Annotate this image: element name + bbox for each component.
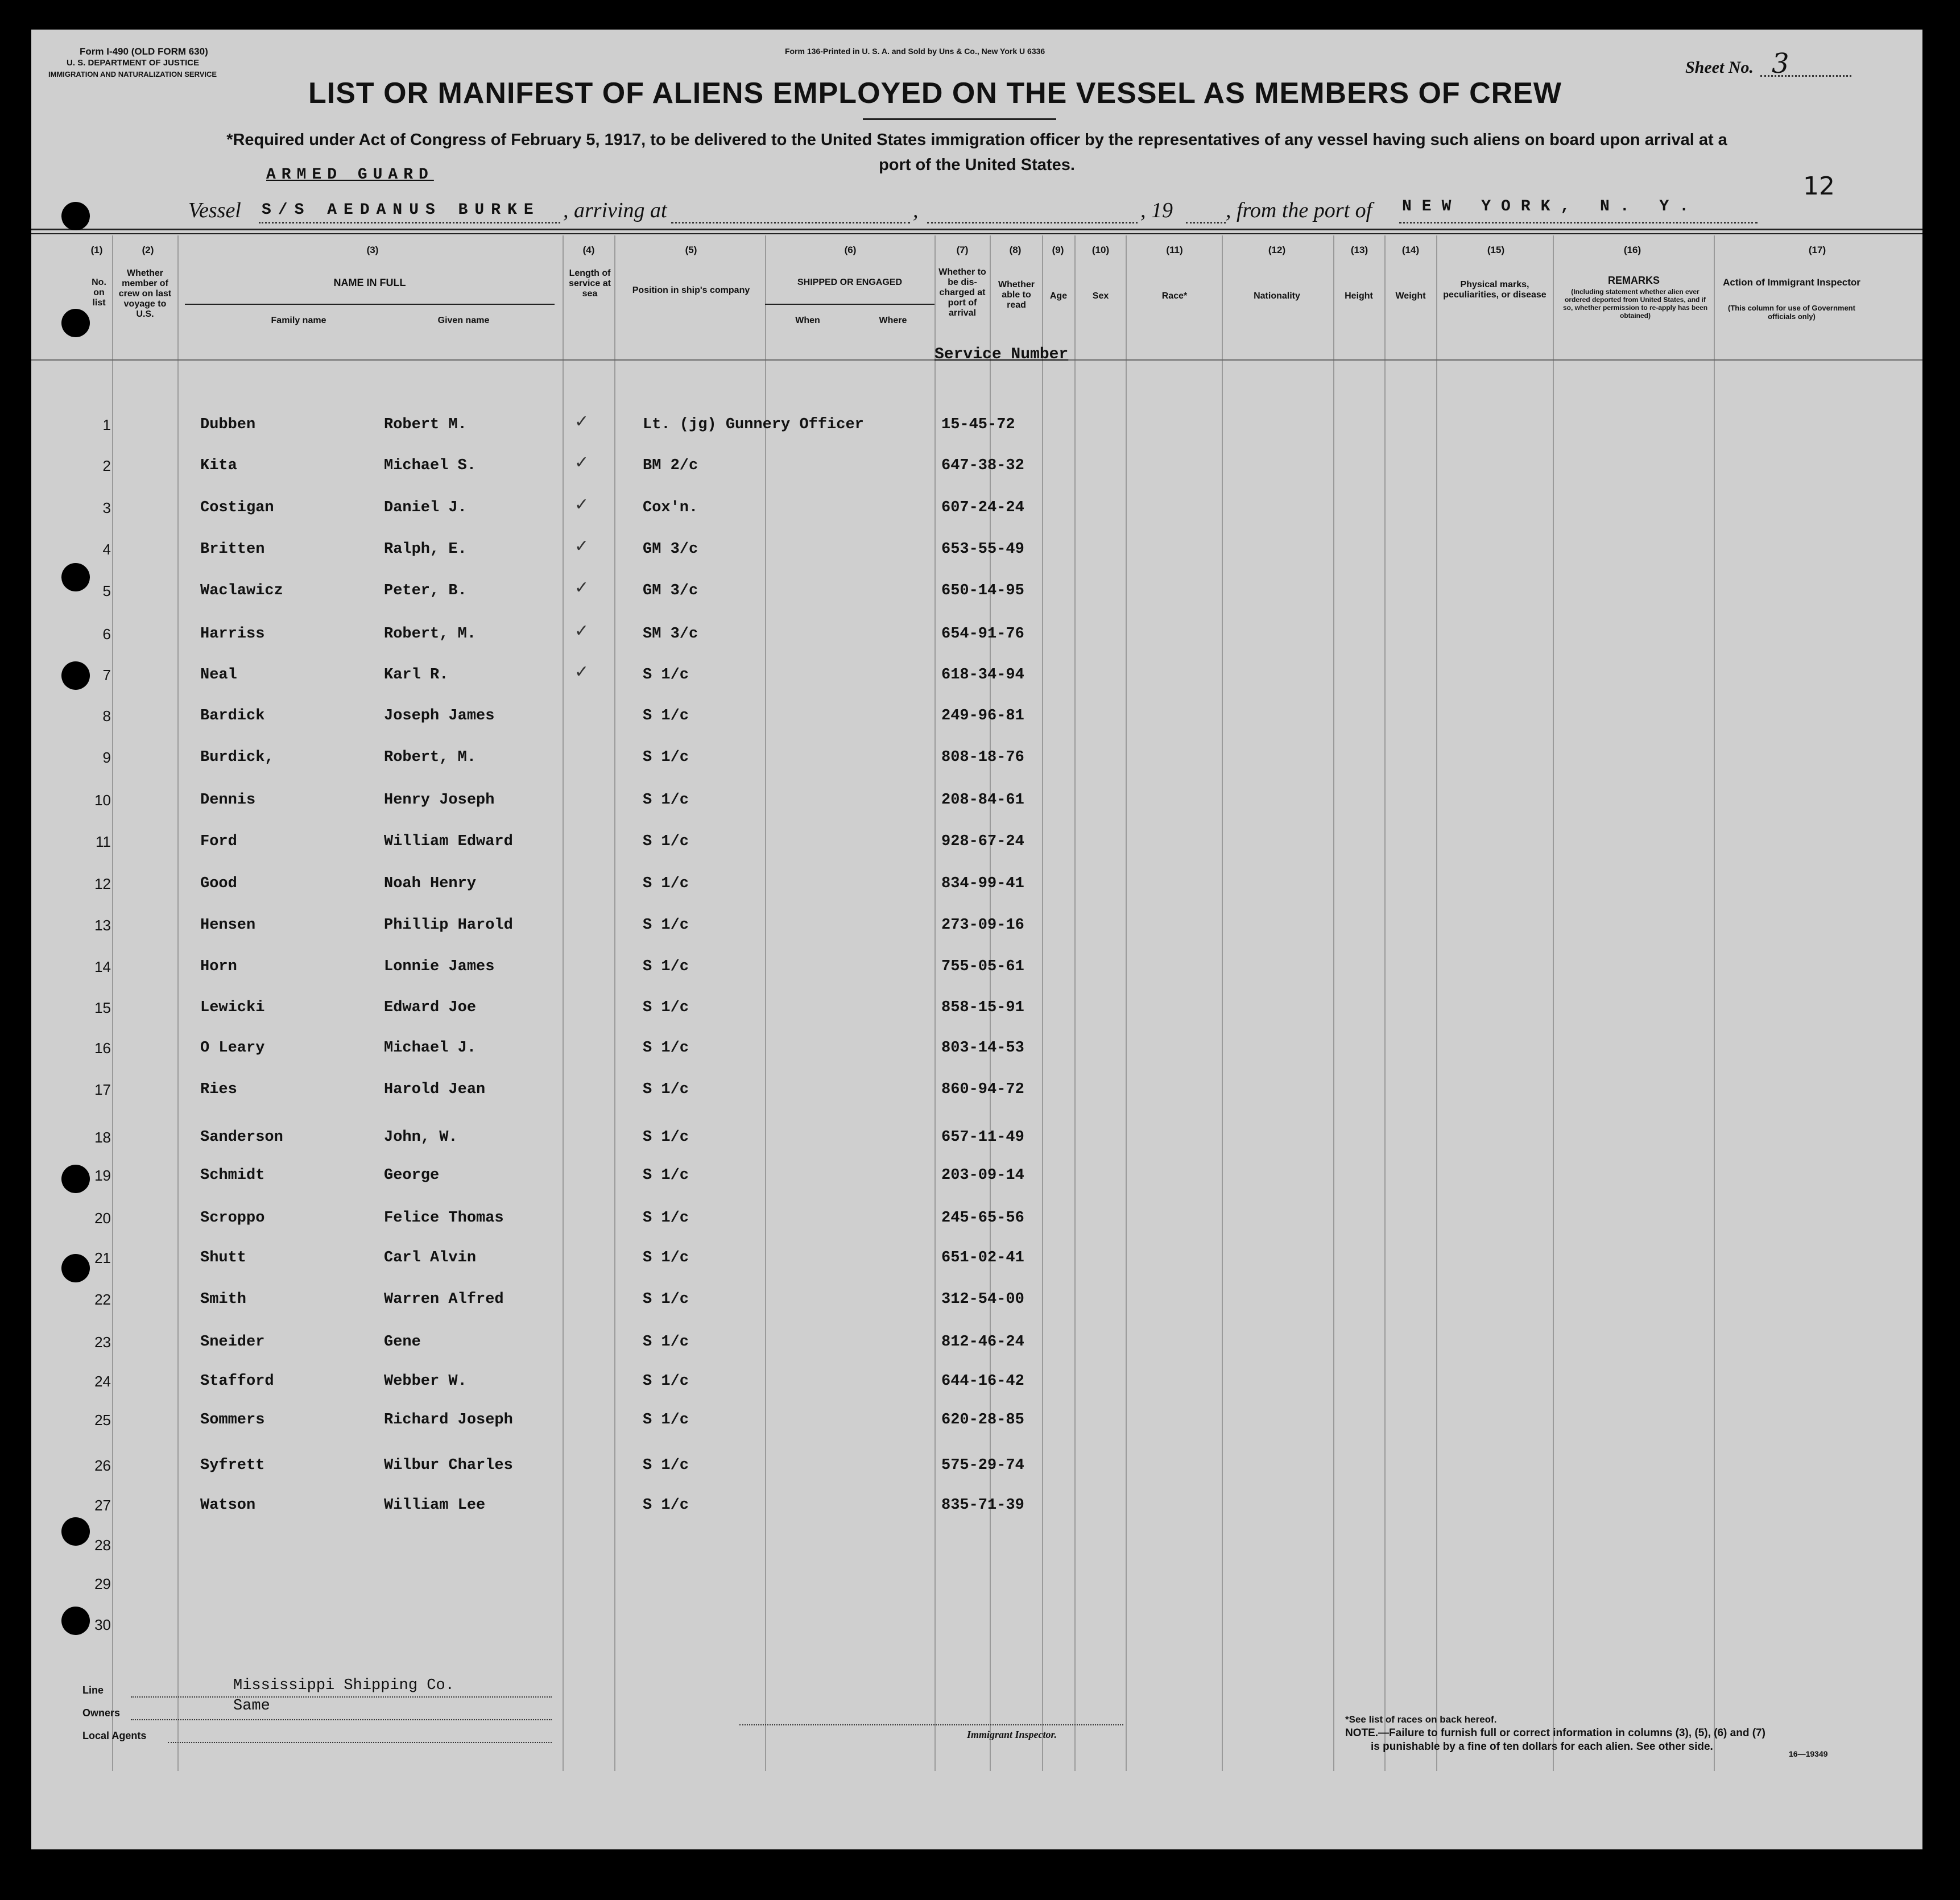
family-name: Harriss (200, 626, 265, 643)
colnum-8: (8) (1009, 245, 1022, 255)
given-name: Lonnie James (384, 958, 495, 975)
punch-hole (61, 1517, 90, 1546)
col-divider (1553, 235, 1554, 1771)
vessel-label: Vessel (188, 198, 241, 222)
colnum-2: (2) (142, 245, 154, 255)
given-name: Webber W. (384, 1373, 467, 1390)
service-number: 808-18-76 (941, 749, 1024, 766)
family-name: Ford (200, 833, 237, 850)
family-name: Neal (200, 667, 237, 684)
family-name: Bardick (200, 707, 265, 725)
punch-hole (61, 1165, 90, 1193)
family-name: Good (200, 875, 237, 892)
service-tick: ✓ (574, 536, 589, 556)
row-number: 25 (94, 1411, 111, 1429)
row-number: 20 (94, 1210, 111, 1227)
col-header-height: Height (1345, 291, 1373, 301)
row-number: 26 (94, 1457, 111, 1474)
agents-label: Local Agents (82, 1730, 147, 1741)
row-number: 7 (102, 667, 111, 684)
service-number: 618-34-94 (941, 667, 1024, 684)
given-name: Ralph, E. (384, 541, 467, 558)
col-divider (1074, 235, 1076, 1771)
family-name: Dubben (200, 416, 256, 433)
col-divider (934, 235, 936, 1771)
col-divider (1042, 235, 1043, 1771)
position: GM 3/c (643, 541, 698, 558)
position: S 1/c (643, 1249, 689, 1266)
col-header-discharged: Whether to be dis-charged at port of arrival (938, 267, 986, 318)
col-header-age: Age (1049, 291, 1068, 301)
service-number: 928-67-24 (941, 833, 1024, 850)
col-divider (1222, 235, 1223, 1771)
position: S 1/c (643, 958, 689, 975)
given-name: Peter, B. (384, 582, 467, 599)
punch-hole (61, 309, 90, 337)
col-divider (1333, 235, 1334, 1771)
row-number: 18 (94, 1129, 111, 1146)
family-name: Britten (200, 541, 265, 558)
service-tick: ✓ (574, 453, 589, 473)
port-name: NEW YORK, N. Y. (1402, 198, 1700, 216)
punch-hole (61, 1254, 90, 1282)
col-header-no: No. on list (92, 278, 106, 308)
given-name: Robert, M. (384, 749, 477, 766)
manifest-sheet (31, 30, 1922, 1849)
service-number: 273-09-16 (941, 917, 1024, 934)
given-name: Robert M. (384, 416, 467, 433)
form-id-line2: U. S. DEPARTMENT OF JUSTICE (67, 58, 200, 68)
header-rule-top (31, 229, 1922, 230)
form-id-line3: IMMIGRATION AND NATURALIZATION SERVICE (48, 70, 217, 78)
col-header-weight: Weight (1395, 291, 1426, 301)
service-tick: ✓ (574, 662, 589, 682)
service-number: 620-28-85 (941, 1411, 1024, 1429)
position: S 1/c (643, 792, 689, 809)
family-name: Sanderson (200, 1129, 283, 1146)
col-header-given: Given name (437, 316, 490, 325)
col-header-name: NAME IN FULL (333, 277, 406, 288)
given-name: Wilbur Charles (384, 1457, 513, 1474)
col-divider (1714, 235, 1715, 1771)
given-name: Noah Henry (384, 875, 477, 892)
row-number: 15 (94, 999, 111, 1016)
service-number: 860-94-72 (941, 1081, 1024, 1098)
sheet-number-field (1760, 48, 1851, 80)
service-number: 835-71-39 (941, 1497, 1024, 1514)
colnum-6: (6) (844, 245, 857, 255)
family-name: Scroppo (200, 1210, 265, 1227)
row-number: 3 (102, 499, 111, 516)
sheet-number: 3 (1772, 48, 1789, 80)
row-number: 9 (102, 749, 111, 766)
row-number: 19 (94, 1167, 111, 1184)
family-name: Sommers (200, 1411, 265, 1429)
service-tick: ✓ (574, 578, 589, 598)
col-divider (112, 235, 113, 1771)
colnum-16: (16) (1623, 245, 1641, 255)
given-name: Henry Joseph (384, 792, 495, 809)
position: BM 2/c (643, 457, 698, 474)
position: S 1/c (643, 1210, 689, 1227)
service-number: 654-91-76 (941, 626, 1024, 643)
family-name: Horn (200, 958, 237, 975)
col-header-remarks-sub: (Including statement whether alien ever ordered deported from United States, and if so, whether permission to re-apply has been obtained) (1562, 288, 1708, 320)
service-number: 858-15-91 (941, 999, 1024, 1016)
service-number: 647-38-32 (941, 457, 1024, 474)
service-number-label: Service Number (934, 346, 1069, 363)
note-fine: is punishable by a fine of ten dollars for each alien. See other side. (1371, 1741, 1713, 1753)
service-number: 653-55-49 (941, 541, 1024, 558)
punch-hole (61, 661, 90, 690)
row-number: 4 (102, 541, 111, 558)
given-name: Phillip Harold (384, 917, 513, 934)
arriving-comma: , (913, 198, 919, 222)
service-number: 245-65-56 (941, 1210, 1024, 1227)
position: S 1/c (643, 1373, 689, 1390)
position: SM 3/c (643, 626, 698, 643)
service-number: 15-45-72 (941, 416, 1015, 433)
service-tick: ✓ (574, 412, 589, 432)
service-number: 312-54-00 (941, 1291, 1024, 1308)
family-name: Burdick, (200, 749, 274, 766)
service-number: 575-29-74 (941, 1457, 1024, 1474)
given-name: Felice Thomas (384, 1210, 504, 1227)
row-number: 13 (94, 917, 111, 934)
family-name: Watson (200, 1497, 256, 1514)
family-name: Ries (200, 1081, 237, 1098)
colnum-5: (5) (685, 245, 697, 255)
line-label: Line (82, 1684, 104, 1696)
service-number: 644-16-42 (941, 1373, 1024, 1390)
position: S 1/c (643, 999, 689, 1016)
col-header-read: Whether able to read (998, 280, 1035, 310)
position: S 1/c (643, 833, 689, 850)
colnum-11: (11) (1166, 245, 1183, 255)
sheet-label: Sheet No. (1685, 58, 1754, 77)
colnum-12: (12) (1268, 245, 1286, 255)
form-code: 16—19349 (1789, 1749, 1828, 1758)
row-number: 23 (94, 1334, 111, 1351)
owners-field (131, 1698, 552, 1720)
col-header-length: Length of service at sea (569, 268, 611, 299)
inspector-signature-line (739, 1719, 1123, 1725)
row-number: 30 (94, 1616, 111, 1633)
form-id-line1: Form I-490 (OLD FORM 630) (80, 46, 208, 57)
service-number: 834-99-41 (941, 875, 1024, 892)
row-number: 24 (94, 1373, 111, 1390)
col-header-remarks: REMARKS (1607, 275, 1660, 286)
colnum-13: (13) (1350, 245, 1368, 255)
row-number: 27 (94, 1497, 111, 1514)
given-name: Robert, M. (384, 626, 477, 643)
col-divider (1436, 235, 1437, 1771)
note-races: *See list of races on back hereof. (1345, 1714, 1497, 1725)
position: S 1/c (643, 1040, 689, 1057)
service-number: 755-05-61 (941, 958, 1024, 975)
given-name: Harold Jean (384, 1081, 486, 1098)
printer-line: Form 136-Printed in U. S. A. and Sold by Uns & Co., New York U 6336 (785, 47, 1045, 56)
note-failure: NOTE.—Failure to furnish full or correct information in columns (3), (5), (6) and (7) (1345, 1727, 1765, 1739)
position: S 1/c (643, 667, 689, 684)
service-number: 651-02-41 (941, 1249, 1024, 1266)
service-number: 650-14-95 (941, 582, 1024, 599)
service-number: 203-09-14 (941, 1167, 1024, 1184)
given-name: Gene (384, 1334, 421, 1351)
family-name: Sneider (200, 1334, 265, 1351)
row-number: 12 (94, 875, 111, 892)
owners-value: Same (233, 1698, 270, 1715)
port-field (1399, 198, 1758, 223)
given-name: George (384, 1167, 440, 1184)
owners-label: Owners (82, 1707, 121, 1719)
position: S 1/c (643, 875, 689, 892)
family-name: Smith (200, 1291, 247, 1308)
shipped-underline (765, 304, 934, 305)
col-header-sex: Sex (1092, 291, 1109, 301)
name-underline (185, 304, 555, 305)
row-number: 22 (94, 1291, 111, 1308)
service-number: 803-14-53 (941, 1040, 1024, 1057)
given-name: John, W. (384, 1129, 458, 1146)
family-name: Costigan (200, 499, 274, 516)
row-number: 2 (102, 457, 111, 474)
colnum-1: (1) (90, 245, 103, 255)
position: Cox'n. (643, 499, 698, 516)
subtitle-line1: *Required under Act of Congress of February 5, 1917, to be delivered to the United States immigration officer by the representatives of any vessel having such aliens on board upon arrival at a (226, 131, 1727, 149)
colnum-15: (15) (1487, 245, 1505, 255)
family-name: Stafford (200, 1373, 274, 1390)
col-header-action: Action of Immigrant Inspector (1723, 277, 1860, 288)
punch-hole (61, 1607, 90, 1635)
family-name: Kita (200, 457, 237, 474)
given-name: Richard Joseph (384, 1411, 513, 1429)
service-number: 657-11-49 (941, 1129, 1024, 1146)
given-name: William Edward (384, 833, 513, 850)
vessel-name-field (259, 201, 560, 223)
row-number: 11 (96, 833, 111, 850)
position: S 1/c (643, 749, 689, 766)
service-number: 208-84-61 (941, 792, 1024, 809)
service-tick: ✓ (574, 621, 589, 641)
col-divider (765, 235, 766, 1771)
position: S 1/c (643, 1081, 689, 1098)
year-field (1186, 201, 1226, 223)
col-divider (1126, 235, 1127, 1771)
position: S 1/c (643, 1497, 689, 1514)
arriving-field (671, 201, 910, 223)
title-underline (863, 118, 1056, 120)
position: S 1/c (643, 1291, 689, 1308)
row-number: 14 (94, 958, 111, 975)
position: S 1/c (643, 1129, 689, 1146)
col-divider (1384, 235, 1386, 1771)
year-label: , 19 (1140, 198, 1173, 222)
arriving-label: , arriving at (563, 198, 667, 222)
family-name: Dennis (200, 792, 256, 809)
given-name: Carl Alvin (384, 1249, 477, 1266)
service-number: 249-96-81 (941, 707, 1024, 725)
family-name: Shutt (200, 1249, 247, 1266)
row-number: 16 (94, 1040, 111, 1057)
colnum-14: (14) (1401, 245, 1420, 255)
col-header-nationality: Nationality (1254, 291, 1300, 301)
col-header-race: Race* (1161, 291, 1188, 301)
col-header-when: When (795, 316, 820, 325)
row-number: 29 (94, 1575, 111, 1592)
position: S 1/c (643, 1167, 689, 1184)
col-header-where: Where (879, 316, 907, 325)
col-header-family: Family name (271, 316, 326, 325)
position: GM 3/c (643, 582, 698, 599)
given-name: Edward Joe (384, 999, 477, 1016)
colnum-4: (4) (582, 245, 595, 255)
row-number: 28 (94, 1537, 111, 1554)
given-name: Michael J. (384, 1040, 477, 1057)
col-header-action-sub: (This column for use of Government officials only) (1728, 304, 1855, 321)
family-name: Lewicki (200, 999, 265, 1016)
family-name: Schmidt (200, 1167, 265, 1184)
given-name: Karl R. (384, 667, 449, 684)
row-number: 6 (102, 626, 111, 643)
from-port-label: , from the port of (1226, 198, 1372, 222)
position: S 1/c (643, 1411, 689, 1429)
subtitle-line2: port of the United States. (879, 156, 1075, 174)
colnum-3: (3) (366, 245, 379, 255)
date-field (927, 201, 1138, 223)
vessel-name: S/S AEDANUS BURKE (262, 201, 540, 219)
col-header-shipped: SHIPPED OR ENGAGED (797, 278, 903, 287)
position: S 1/c (643, 1334, 689, 1351)
row-number: 8 (102, 707, 111, 725)
page-title: LIST OR MANIFEST OF ALIENS EMPLOYED ON THE VESSEL AS MEMBERS OF CREW (308, 77, 1562, 110)
armed-guard: ARMED GUARD (266, 166, 434, 184)
service-tick: ✓ (574, 495, 589, 515)
agents-field (168, 1727, 552, 1743)
position: S 1/c (643, 1457, 689, 1474)
family-name: O Leary (200, 1040, 265, 1057)
row-number: 1 (102, 416, 111, 433)
row-number: 10 (94, 792, 111, 809)
col-header-position: Position in ship's company (632, 285, 750, 295)
col-divider (563, 235, 564, 1771)
col-header-crew: Whether member of crew on last voyage to U.S. (118, 268, 172, 319)
col-divider (614, 235, 615, 1771)
corner-number: 12 (1803, 172, 1835, 201)
inspector-label: Immigrant Inspector. (967, 1729, 1057, 1740)
punch-hole (61, 202, 90, 230)
punch-hole (61, 563, 90, 591)
position: S 1/c (643, 707, 689, 725)
position: Lt. (jg) Gunnery Officer (643, 416, 864, 433)
colnum-7: (7) (956, 245, 969, 255)
service-number: 607-24-24 (941, 499, 1024, 516)
row-number: 17 (94, 1081, 111, 1098)
given-name: William Lee (384, 1497, 486, 1514)
service-number: 812-46-24 (941, 1334, 1024, 1351)
row-number: 5 (102, 582, 111, 599)
line-field (131, 1677, 552, 1698)
given-name: Michael S. (384, 457, 477, 474)
colnum-9: (9) (1052, 245, 1064, 255)
given-name: Daniel J. (384, 499, 467, 516)
col-header-physical: Physical marks, peculiarities, or disease (1443, 280, 1547, 300)
given-name: Joseph James (384, 707, 495, 725)
colnum-17: (17) (1808, 245, 1826, 255)
position: S 1/c (643, 917, 689, 934)
given-name: Warren Alfred (384, 1291, 504, 1308)
family-name: Syfrett (200, 1457, 265, 1474)
col-divider (177, 235, 179, 1771)
row-number: 21 (94, 1249, 111, 1266)
colnum-10: (10) (1091, 245, 1110, 255)
header-rule-bottom (31, 233, 1922, 234)
family-name: Hensen (200, 917, 256, 934)
line-value: Mississippi Shipping Co. (233, 1677, 454, 1694)
family-name: Waclawicz (200, 582, 283, 599)
